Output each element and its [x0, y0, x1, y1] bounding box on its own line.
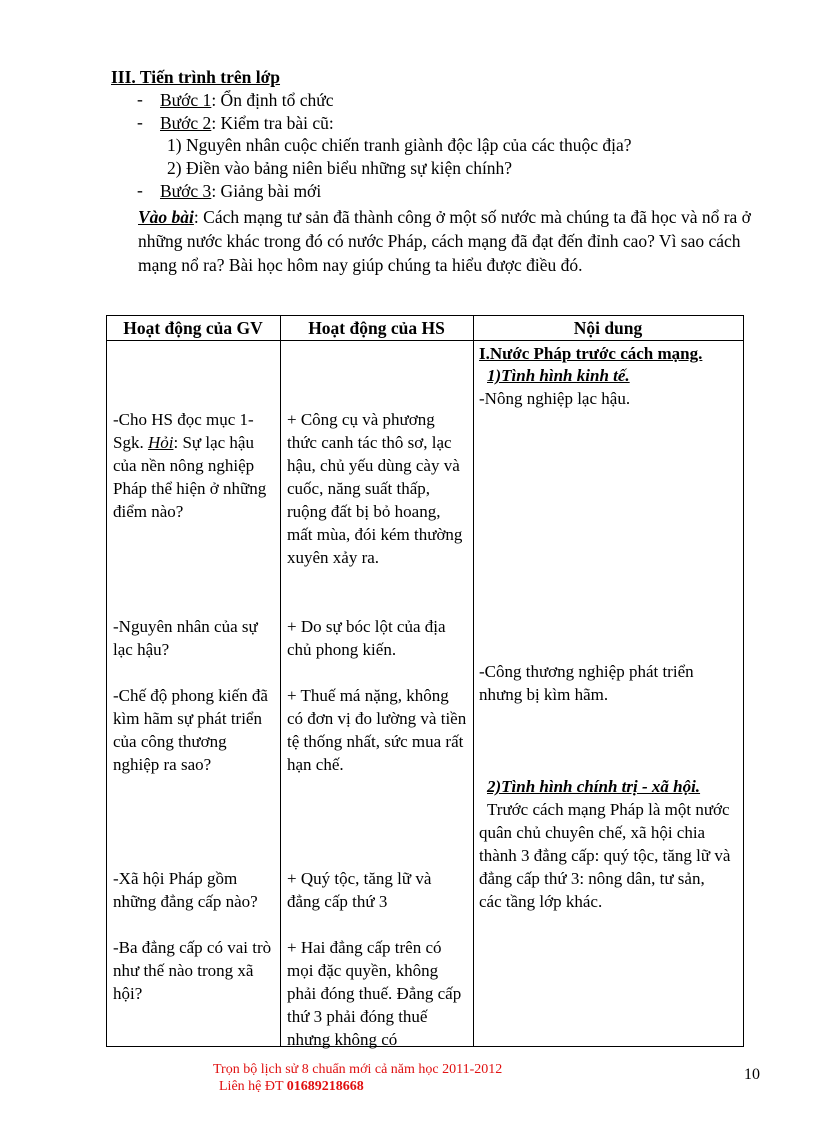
gv-q1-hoi: Hỏi — [147, 433, 174, 452]
question-1: 1) Nguyên nhân cuộc chiến tranh giành độc lập của các thuộc địa? — [167, 135, 632, 155]
footer-phone: 01689218668 — [286, 1079, 364, 1094]
step-1 — [160, 89, 334, 112]
bullet-dash: - — [137, 112, 143, 132]
content-title-1: I.Nước Pháp trước cách mạng. — [479, 344, 703, 363]
header-gv: Hoạt động của GV — [123, 318, 263, 338]
content-paragraph-2: -Công thương nghiệp phát triển nhưng bị kìm hãm. — [479, 662, 694, 704]
intro-label: Vào bài — [138, 207, 194, 227]
footer-line-2 — [219, 1079, 364, 1095]
hs-answer-1: + Công cụ và phương thức canh tác thô sơ, lạc hậu, chủ yếu dùng cày và cuốc, năng suất thấp, ruộng đất bị bỏ hoang, mất mùa, đói kém thường xuyên xảy ra. — [287, 410, 463, 567]
page-number: 10 — [744, 1066, 760, 1083]
gv-question-1 — [113, 408, 276, 523]
question-2: 2) Điền vào bảng niên biểu những sự kiện chính? — [167, 158, 513, 178]
hs-answer-5: + Hai đẳng cấp trên có mọi đặc quyền, không phải đóng thuế. Đẳng cấp thứ 3 phải đóng thuế nhưng không có — [287, 938, 462, 1049]
footer-line-1: Trọn bộ lịch sử 8 chuẩn mới cả năm học 2011-2012 — [213, 1062, 503, 1077]
intro-text: : Cách mạng tư sản đã thành công ở một số nước mà chúng ta đã học và nổ ra ở những nước khác trong đó có nước Pháp, cách mạng đã đạt đến đỉnh cao? Vì sao cách mạng nổ ra? Bài học hôm nay giúp chúng ta hiểu được điều đó. — [138, 207, 751, 275]
bullet-dash: - — [137, 89, 143, 109]
content-paragraph-1: -Nông nghiệp lạc hậu. — [479, 389, 631, 408]
step-1-text: : Ổn định tổ chức — [211, 90, 334, 110]
intro-paragraph — [138, 205, 763, 277]
bullet-dash: - — [137, 180, 143, 200]
gv-question-2: -Nguyên nhân của sự lạc hậu? — [113, 617, 258, 659]
hs-answer-4: + Quý tộc, tăng lữ và đẳng cấp thứ 3 — [287, 869, 432, 911]
step-2-text: : Kiểm tra bài cũ: — [211, 113, 334, 133]
content-subtitle-2: 2)Tình hình chính trị - xã hội. — [487, 777, 701, 796]
gv-question-3: -Chế độ phong kiến đã kìm hãm sự phát triển của công thương nghiệp ra sao? — [113, 686, 268, 774]
gv-question-4: -Xã hội Pháp gồm những đẳng cấp nào? — [113, 869, 258, 911]
footer-contact-label: Liên hệ ĐT — [219, 1079, 287, 1094]
step-3-text: : Giảng bài mới — [211, 181, 322, 201]
gv-question-5: -Ba đẳng cấp có vai trò như thế nào trong xã hội? — [113, 938, 272, 1003]
step-1-label: Bước 1 — [160, 90, 212, 110]
step-2-label: Bước 2 — [160, 113, 212, 133]
gv-q1-post: : Sự lạc hậu của nền nông nghiệp Pháp thể hiện ở những điểm nào? — [113, 433, 267, 521]
step-3-label: Bước 3 — [160, 181, 212, 201]
gv-q1-pre: -Cho HS đọc mục 1-Sgk. — [113, 410, 254, 452]
header-hs: Hoạt động của HS — [308, 318, 445, 338]
step-2 — [160, 112, 334, 135]
content-paragraph-3: Trước cách mạng Pháp là một nước quân chủ chuyên chế, xã hội chia thành 3 đẳng cấp: quý tộc, tăng lữ và đẳng cấp thứ 3: nông dân, tư sản, các tầng lớp khác. — [479, 800, 731, 911]
header-content: Nội dung — [573, 318, 643, 338]
hs-answer-2: + Do sự bóc lột của địa chủ phong kiến. — [287, 617, 446, 659]
step-3 — [160, 180, 321, 203]
hs-answer-3: + Thuế má nặng, không có đơn vị đo lường và tiền tệ thống nhất, sức mua rất hạn chế. — [287, 686, 467, 774]
section-heading: III. Tiến trình trên lớp — [111, 67, 281, 87]
lesson-table — [106, 315, 744, 1047]
content-subtitle-1: 1)Tình hình kinh tế. — [487, 366, 630, 385]
